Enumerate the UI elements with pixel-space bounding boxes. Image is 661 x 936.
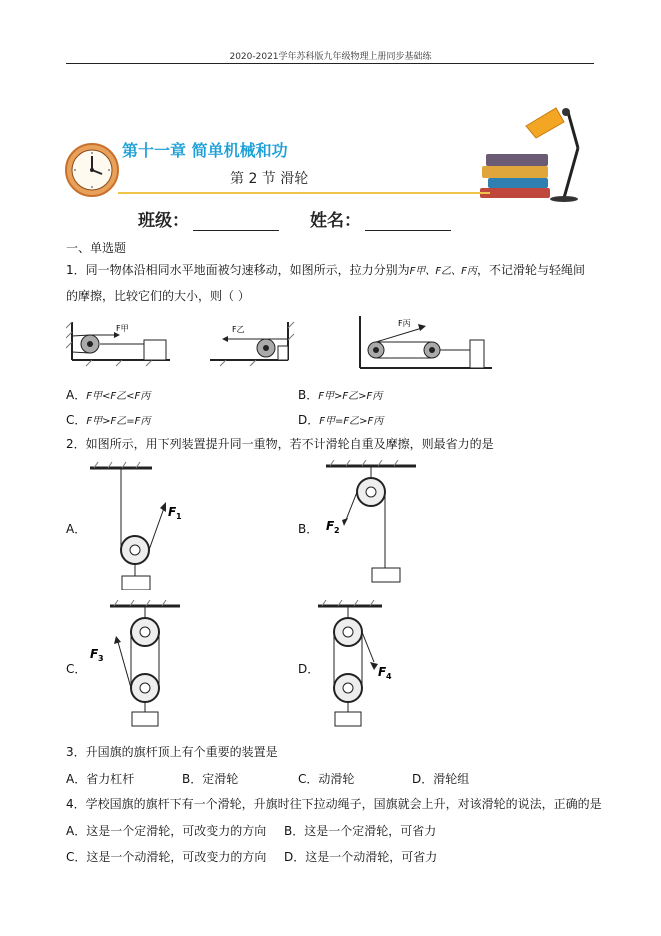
name-blank[interactable] <box>365 214 451 231</box>
q3-option-a[interactable]: A．省力杠杆 <box>66 772 135 786</box>
q2-figure-b <box>316 460 426 590</box>
q4-option-a[interactable]: A．这是一个定滑轮，可改变力的方向 <box>66 824 267 838</box>
svg-text:3: 3 <box>98 654 104 663</box>
q2-label-c[interactable]: C． <box>66 662 87 676</box>
q1-option-d[interactable]: D．F甲=F乙>F丙 <box>298 413 384 427</box>
q4-text: 4．学校国旗的旗杆下有一个滑轮，升旗时往下拉动绳子，国旗就会上升，对该滑轮的说法，正确的是 <box>66 797 602 811</box>
q2-label-d[interactable]: D． <box>298 662 320 676</box>
q1-option-a[interactable]: A．F甲<F乙<F丙 <box>66 388 151 402</box>
q4-option-d[interactable]: D．这是一个动滑轮，可省力 <box>284 850 438 864</box>
q3-text: 3．升国旗的旗杆顶上有个重要的装置是 <box>66 745 278 759</box>
q2-figure-d <box>316 600 426 730</box>
svg-text:F: F <box>326 519 335 533</box>
svg-text:F: F <box>168 505 177 519</box>
svg-text:F乙: F乙 <box>232 325 245 334</box>
class-blank[interactable] <box>193 214 279 231</box>
q1-figure-yi <box>210 318 296 368</box>
q1-option-b[interactable]: B．F甲>F乙>F丙 <box>298 388 383 402</box>
name-label: 姓名： <box>310 211 361 231</box>
section-heading: 一、单选题 <box>66 241 127 255</box>
q3-option-b[interactable]: B．定滑轮 <box>182 772 239 786</box>
svg-text:F甲: F甲 <box>116 324 129 333</box>
q4-option-b[interactable]: B．这是一个定滑轮，可省力 <box>284 824 437 838</box>
q4-option-c[interactable]: C．这是一个动滑轮，可改变力的方向 <box>66 850 267 864</box>
q2-label-a[interactable]: A． <box>66 522 87 536</box>
q2-label-b[interactable]: B． <box>298 522 319 536</box>
q1-line2: 的摩擦，比较它们的大小，则（ ） <box>66 289 250 303</box>
q1-figure-jia <box>66 318 172 368</box>
svg-text:4: 4 <box>386 672 392 681</box>
name-field <box>310 206 451 231</box>
q2-figure-c <box>86 600 196 730</box>
banner-underline <box>118 192 490 194</box>
q3-option-d[interactable]: D．滑轮组 <box>412 772 470 786</box>
clock-icon <box>64 142 120 198</box>
svg-text:F丙: F丙 <box>398 319 411 328</box>
header-rule <box>66 63 594 64</box>
running-header: 2020-2021学年苏科版九年级物理上册同步基础练 <box>229 52 432 62</box>
q2-figure-a <box>86 460 196 590</box>
chapter-title: 第十一章 简单机械和功 <box>122 141 288 160</box>
q1-figure-bing <box>358 314 494 370</box>
svg-text:1: 1 <box>176 512 182 521</box>
q1-option-c[interactable]: C．F甲>F乙=F丙 <box>66 413 151 427</box>
class-field <box>138 206 279 231</box>
q1-line1: 1．同一物体沿相同水平地面被匀速移动，如图所示，拉力分别为F甲、F乙、F丙，不记滑轮与轻绳间 <box>66 263 585 277</box>
svg-text:F: F <box>90 647 99 661</box>
svg-text:F: F <box>378 665 387 679</box>
q3-option-c[interactable]: C．动滑轮 <box>298 772 355 786</box>
svg-text:2: 2 <box>334 526 340 535</box>
class-label: 班级： <box>138 211 189 231</box>
q2-text: 2．如图所示，用下列装置提升同一重物，若不计滑轮自重及摩擦，则最省力的是 <box>66 437 494 451</box>
books-lamp-illustration <box>478 102 588 202</box>
section-title: 第 2 节 滑轮 <box>230 171 309 187</box>
